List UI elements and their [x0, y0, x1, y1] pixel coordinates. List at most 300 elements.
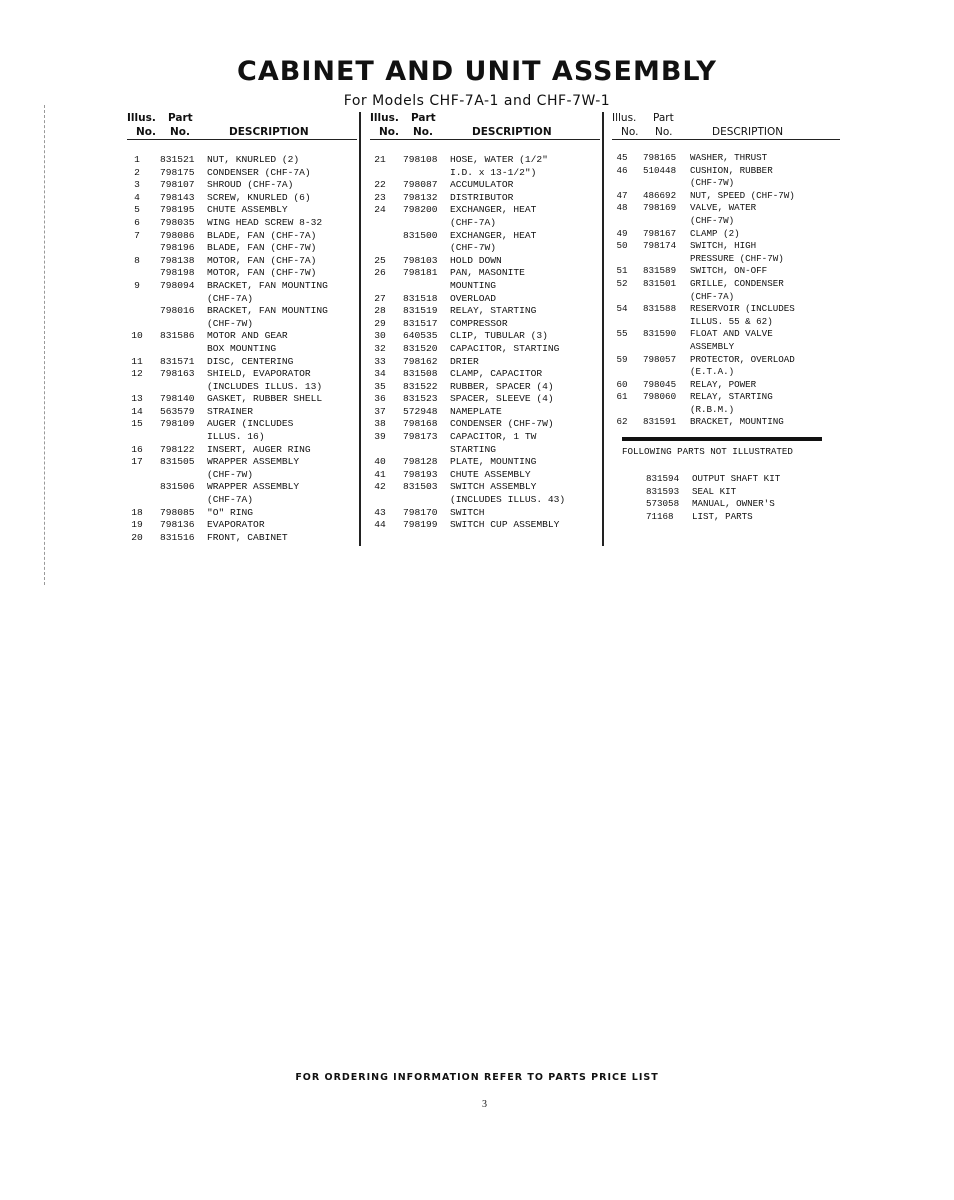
parts-row [370, 242, 600, 255]
parts-row [127, 494, 357, 507]
part-description: RELAY, STARTING [690, 391, 773, 403]
part-description: (R.B.M.) [690, 403, 735, 415]
part-number: 798094 [160, 279, 195, 291]
parts-row [612, 366, 840, 379]
part-description: ILLUS. 55 & 62) [690, 315, 773, 327]
part-description: CLAMP, CAPACITOR [450, 368, 543, 380]
part-number: 572948 [403, 405, 438, 417]
parts-row [370, 343, 600, 356]
part-number: 798196 [160, 242, 195, 254]
part-description: DRIER [450, 355, 479, 367]
part-number: 831519 [403, 305, 438, 317]
part-description: CONDENSER (CHF-7A) [207, 166, 311, 178]
part-number: 798169 [643, 202, 677, 214]
part-description: CAPACITOR, STARTING [450, 342, 560, 354]
part-number: 798035 [160, 216, 195, 228]
parts-row [612, 416, 840, 429]
header-no: No. [379, 126, 399, 138]
parts-row [612, 278, 840, 291]
part-number: 831518 [403, 292, 438, 304]
part-description: BLADE, FAN (CHF-7A) [207, 229, 317, 241]
part-description: CHUTE ASSEMBLY [450, 468, 531, 480]
illus-number: 22 [374, 179, 386, 191]
part-description: WRAPPER ASSEMBLY [207, 456, 300, 468]
part-description: DISTRIBUTOR [450, 191, 514, 203]
illus-number: 41 [374, 468, 386, 480]
ordering-note: FOR ORDERING INFORMATION REFER TO PARTS PRICE LIST [295, 1072, 659, 1083]
illus-number: 13 [131, 393, 143, 405]
part-description: EVAPORATOR [207, 519, 265, 531]
part-description: MANUAL, OWNER'S [692, 498, 775, 510]
part-number: 798195 [160, 204, 195, 216]
parts-row [612, 190, 840, 203]
illus-number: 49 [616, 227, 628, 239]
part-description: WASHER, THRUST [690, 152, 768, 163]
part-number: 798136 [160, 519, 195, 531]
parts-row [370, 330, 600, 343]
part-description: SWITCH, HIGH [690, 240, 757, 252]
illus-number: 4 [134, 191, 140, 203]
illus-number: 42 [374, 481, 386, 493]
illus-number: 44 [374, 519, 386, 531]
parts-row [127, 431, 357, 444]
parts-row [370, 456, 600, 469]
part-number: 573058 [646, 498, 680, 510]
part-description: BLADE, FAN (CHF-7W) [207, 242, 317, 254]
part-description: NUT, SPEED (CHF-7W) [690, 189, 795, 201]
parts-row [370, 431, 600, 444]
parts-rows [370, 154, 600, 532]
part-number: 798167 [643, 227, 677, 239]
column-header [612, 109, 840, 140]
illus-number: 35 [374, 380, 386, 392]
parts-row [127, 330, 357, 343]
parts-row [370, 356, 600, 369]
illus-number: 23 [374, 191, 386, 203]
part-description: (CHF-7W) [450, 242, 497, 254]
parts-row [370, 293, 600, 306]
parts-row [127, 507, 357, 520]
header-description: DESCRIPTION [712, 126, 784, 138]
illus-number: 51 [616, 265, 628, 277]
parts-row [127, 230, 357, 243]
part-number: 831517 [403, 317, 438, 329]
parts-row [612, 391, 840, 404]
page-title: CABINET AND UNIT ASSEMBLY [237, 56, 717, 87]
part-number: 798163 [160, 368, 195, 380]
part-description: (E.T.A.) [690, 366, 735, 378]
part-number: 831571 [160, 355, 195, 367]
part-description: LIST, PARTS [692, 510, 753, 522]
illus-number: 6 [134, 216, 140, 228]
illus-number: 9 [134, 279, 140, 291]
part-description: SHROUD (CHF-7A) [207, 179, 294, 191]
part-number: 71168 [646, 510, 674, 522]
part-description: ASSEMBLY [690, 340, 735, 352]
header-part: Part [168, 112, 193, 124]
part-number: 831591 [643, 416, 677, 428]
part-number: 798087 [403, 179, 438, 191]
parts-row [127, 204, 357, 217]
illus-number: 27 [374, 292, 386, 304]
parts-row [612, 202, 840, 215]
parts-row [127, 242, 357, 255]
part-number: 798200 [403, 204, 438, 216]
part-description: "O" RING [207, 506, 254, 518]
part-description: (CHF-7A) [450, 216, 497, 228]
part-description: I.D. x 13-1/2") [450, 166, 537, 178]
parts-row [612, 228, 840, 241]
parts-row [370, 368, 600, 381]
part-description: ILLUS. 16) [207, 431, 265, 443]
part-description: PRESSURE (CHF-7W) [690, 252, 784, 264]
part-number: 831503 [403, 481, 438, 493]
parts-row [370, 381, 600, 394]
parts-row [127, 255, 357, 268]
parts-row [370, 444, 600, 457]
illus-number: 20 [131, 531, 143, 543]
part-number: 798108 [403, 154, 438, 165]
illus-number: 61 [616, 391, 628, 403]
illus-number: 47 [616, 189, 628, 201]
part-number: 798085 [160, 506, 195, 518]
parts-rows [127, 154, 357, 544]
parts-row [370, 519, 600, 532]
parts-row [612, 265, 840, 278]
part-number: 831522 [403, 380, 438, 392]
part-number: 798128 [403, 456, 438, 468]
parts-row [127, 179, 357, 192]
parts-row [127, 381, 357, 394]
parts-row [370, 217, 600, 230]
illus-number: 34 [374, 368, 386, 380]
part-number: 798140 [160, 393, 195, 405]
part-number: 798174 [643, 240, 677, 252]
parts-row [612, 404, 840, 417]
parts-row [127, 167, 357, 180]
part-number: 798193 [403, 468, 438, 480]
parts-row [612, 152, 840, 165]
page-number: 3 [482, 1099, 487, 1110]
parts-row [127, 393, 357, 406]
illus-number: 16 [131, 443, 143, 455]
parts-row [370, 255, 600, 268]
illus-number: 50 [616, 240, 628, 252]
part-description: NUT, KNURLED (2) [207, 154, 300, 165]
illus-number: 45 [616, 152, 628, 163]
illus-number: 38 [374, 418, 386, 430]
header-part: Part [653, 112, 674, 124]
parts-row [370, 267, 600, 280]
part-number: 563579 [160, 405, 195, 417]
part-description: CAPACITOR, 1 TW [450, 431, 537, 443]
part-description: (CHF-7A) [690, 290, 735, 302]
part-number: 831594 [646, 473, 680, 484]
part-number: 798138 [160, 254, 195, 266]
part-description: ACCUMULATOR [450, 179, 514, 191]
parts-row [612, 240, 840, 253]
part-description: CLAMP (2) [690, 227, 740, 239]
part-number: 831588 [643, 303, 677, 315]
parts-column-2 [370, 109, 600, 532]
part-description: FRONT, CABINET [207, 531, 288, 543]
part-description: DISC, CENTERING [207, 355, 294, 367]
header-illus: Illus. [127, 112, 156, 124]
parts-column-3 [612, 109, 840, 429]
part-description: SWITCH CUP ASSEMBLY [450, 519, 560, 531]
illus-number: 40 [374, 456, 386, 468]
illus-number: 48 [616, 202, 628, 214]
part-number: 798198 [160, 267, 195, 279]
parts-row [127, 444, 357, 457]
illus-number: 37 [374, 405, 386, 417]
illus-number: 1 [134, 154, 140, 165]
header-description: DESCRIPTION [229, 126, 309, 138]
parts-row [370, 494, 600, 507]
illus-number: 30 [374, 330, 386, 342]
illus-number: 36 [374, 393, 386, 405]
part-number: 798175 [160, 166, 195, 178]
header-illus: Illus. [370, 112, 399, 124]
part-description: RUBBER, SPACER (4) [450, 380, 554, 392]
parts-row [370, 418, 600, 431]
part-description: SWITCH ASSEMBLY [450, 481, 537, 493]
part-number: 831593 [646, 485, 680, 497]
illus-number: 55 [616, 328, 628, 340]
part-number: 798109 [160, 418, 195, 430]
illus-number: 18 [131, 506, 143, 518]
illus-number: 2 [134, 166, 140, 178]
part-description: (INCLUDES ILLUS. 13) [207, 380, 323, 392]
part-number: 798162 [403, 355, 438, 367]
not-illustrated-heading: FOLLOWING PARTS NOT ILLUSTRATED [622, 446, 793, 457]
parts-row [127, 217, 357, 230]
part-number: 640535 [403, 330, 438, 342]
illus-number: 17 [131, 456, 143, 468]
illus-number: 12 [131, 368, 143, 380]
illus-number: 8 [134, 254, 140, 266]
illus-number: 33 [374, 355, 386, 367]
part-description: (CHF-7W) [207, 468, 254, 480]
part-number: 798103 [403, 254, 438, 266]
illus-number: 21 [374, 154, 386, 165]
part-number: 831520 [403, 342, 438, 354]
part-number: 831505 [160, 456, 195, 468]
binding-margin-marks [44, 105, 49, 585]
column-divider [602, 112, 604, 546]
illus-number: 10 [131, 330, 143, 342]
part-number: 798016 [160, 305, 195, 317]
part-description: PLATE, MOUNTING [450, 456, 537, 468]
parts-row [127, 481, 357, 494]
parts-row [127, 519, 357, 532]
part-description: OUTPUT SHAFT KIT [692, 473, 781, 484]
part-number: 798168 [403, 418, 438, 430]
part-description: GRILLE, CONDENSER [690, 277, 784, 289]
part-description: (CHF-7A) [207, 292, 254, 304]
part-number: 798199 [403, 519, 438, 531]
parts-row [370, 167, 600, 180]
part-number: 831516 [160, 531, 195, 543]
part-description: COMPRESSOR [450, 317, 508, 329]
part-description: (CHF-7A) [207, 494, 254, 506]
column-divider [359, 112, 361, 546]
parts-row [370, 507, 600, 520]
illus-number: 32 [374, 342, 386, 354]
parts-row [370, 318, 600, 331]
part-description: EXCHANGER, HEAT [450, 229, 537, 241]
illus-number: 14 [131, 405, 143, 417]
section-divider-bar [622, 437, 822, 441]
parts-row [127, 343, 357, 356]
parts-row [612, 341, 840, 354]
illus-number: 5 [134, 204, 140, 216]
part-description: MOUNTING [450, 279, 497, 291]
part-description: GASKET, RUBBER SHELL [207, 393, 323, 405]
part-number: 831523 [403, 393, 438, 405]
parts-row [370, 192, 600, 205]
parts-row [370, 179, 600, 192]
part-number: 831506 [160, 481, 195, 493]
illus-number: 15 [131, 418, 143, 430]
part-description: HOLD DOWN [450, 254, 502, 266]
part-description: BRACKET, MOUNTING [690, 416, 784, 428]
part-description: MOTOR AND GEAR [207, 330, 288, 342]
part-description: SWITCH [450, 506, 485, 518]
part-description: NAMEPLATE [450, 405, 502, 417]
part-description: OVERLOAD [450, 292, 497, 304]
page-subtitle: For Models CHF-7A-1 and CHF-7W-1 [343, 93, 611, 109]
part-description: CONDENSER (CHF-7W) [450, 418, 554, 430]
part-number: 831586 [160, 330, 195, 342]
part-description: (CHF-7W) [690, 177, 735, 189]
illus-number: 25 [374, 254, 386, 266]
part-number: 486692 [643, 189, 677, 201]
illus-number: 7 [134, 229, 140, 241]
part-description: SHIELD, EVAPORATOR [207, 368, 311, 380]
part-number: 831521 [160, 154, 195, 165]
parts-row [127, 293, 357, 306]
part-number: 831500 [403, 229, 438, 241]
part-number: 510448 [643, 164, 677, 176]
parts-row [370, 280, 600, 293]
illus-number: 62 [616, 416, 628, 428]
part-description: VALVE, WATER [690, 202, 757, 214]
header-no: No. [170, 126, 190, 138]
part-description: STRAINER [207, 405, 254, 417]
parts-rows [612, 152, 840, 429]
parts-row [127, 456, 357, 469]
illus-number: 26 [374, 267, 386, 279]
part-number: 798173 [403, 431, 438, 443]
part-description: BRACKET, FAN MOUNTING [207, 279, 328, 291]
part-description: CLIP, TUBULAR (3) [450, 330, 548, 342]
part-description: INSERT, AUGER RING [207, 443, 311, 455]
parts-row [612, 379, 840, 392]
parts-row [370, 393, 600, 406]
part-number: 798057 [643, 353, 677, 365]
part-description: SPACER, SLEEVE (4) [450, 393, 554, 405]
part-description: (CHF-7W) [207, 317, 254, 329]
part-description: BRACKET, FAN MOUNTING [207, 305, 328, 317]
parts-row [127, 192, 357, 205]
parts-row [370, 481, 600, 494]
part-description: SWITCH, ON-OFF [690, 265, 768, 277]
parts-row [612, 303, 840, 316]
column-header [127, 109, 357, 140]
part-number: 798143 [160, 191, 195, 203]
part-description: SEAL KIT [692, 485, 737, 497]
parts-row [127, 418, 357, 431]
part-description: MOTOR, FAN (CHF-7W) [207, 267, 317, 279]
part-number: 798165 [643, 152, 677, 163]
header-no: No. [136, 126, 156, 138]
parts-row [612, 177, 840, 190]
parts-row [612, 354, 840, 367]
illus-number: 19 [131, 519, 143, 531]
illus-number: 43 [374, 506, 386, 518]
parts-row [370, 204, 600, 217]
parts-row [612, 165, 840, 178]
part-description: RELAY, STARTING [450, 305, 537, 317]
parts-row [370, 230, 600, 243]
parts-row [127, 368, 357, 381]
part-description: WRAPPER ASSEMBLY [207, 481, 300, 493]
part-number: 798060 [643, 391, 677, 403]
illus-number: 52 [616, 277, 628, 289]
parts-row [612, 215, 840, 228]
part-description: STARTING [450, 443, 497, 455]
illus-number: 39 [374, 431, 386, 443]
header-no: No. [655, 126, 673, 138]
part-description: CUSHION, RUBBER [690, 164, 773, 176]
part-description: FLOAT AND VALVE [690, 328, 773, 340]
parts-column-1 [127, 109, 357, 544]
part-number: 831589 [643, 265, 677, 277]
part-number: 831501 [643, 277, 677, 289]
part-number: 798181 [403, 267, 438, 279]
part-number: 798107 [160, 179, 195, 191]
part-description: RELAY, POWER [690, 378, 757, 390]
parts-row [127, 356, 357, 369]
parts-row [127, 267, 357, 280]
part-description: WING HEAD SCREW 8-32 [207, 216, 323, 228]
column-header [370, 109, 600, 140]
header-no: No. [621, 126, 639, 138]
header-description: DESCRIPTION [472, 126, 552, 138]
illus-number: 46 [616, 164, 628, 176]
parts-row [127, 318, 357, 331]
part-description: SCREW, KNURLED (6) [207, 191, 311, 203]
part-number: 798170 [403, 506, 438, 518]
part-description: PROTECTOR, OVERLOAD [690, 353, 795, 365]
part-number: 831508 [403, 368, 438, 380]
illus-number: 24 [374, 204, 386, 216]
part-description: (CHF-7W) [690, 214, 735, 226]
parts-row [127, 305, 357, 318]
part-description: BOX MOUNTING [207, 342, 277, 354]
parts-row [370, 305, 600, 318]
part-number: 798122 [160, 443, 195, 455]
parts-row [370, 469, 600, 482]
parts-row [127, 532, 357, 545]
illus-number: 28 [374, 305, 386, 317]
illus-number: 3 [134, 179, 140, 191]
parts-row [612, 316, 840, 329]
part-description: MOTOR, FAN (CHF-7A) [207, 254, 317, 266]
parts-row [370, 406, 600, 419]
illus-number: 60 [616, 378, 628, 390]
